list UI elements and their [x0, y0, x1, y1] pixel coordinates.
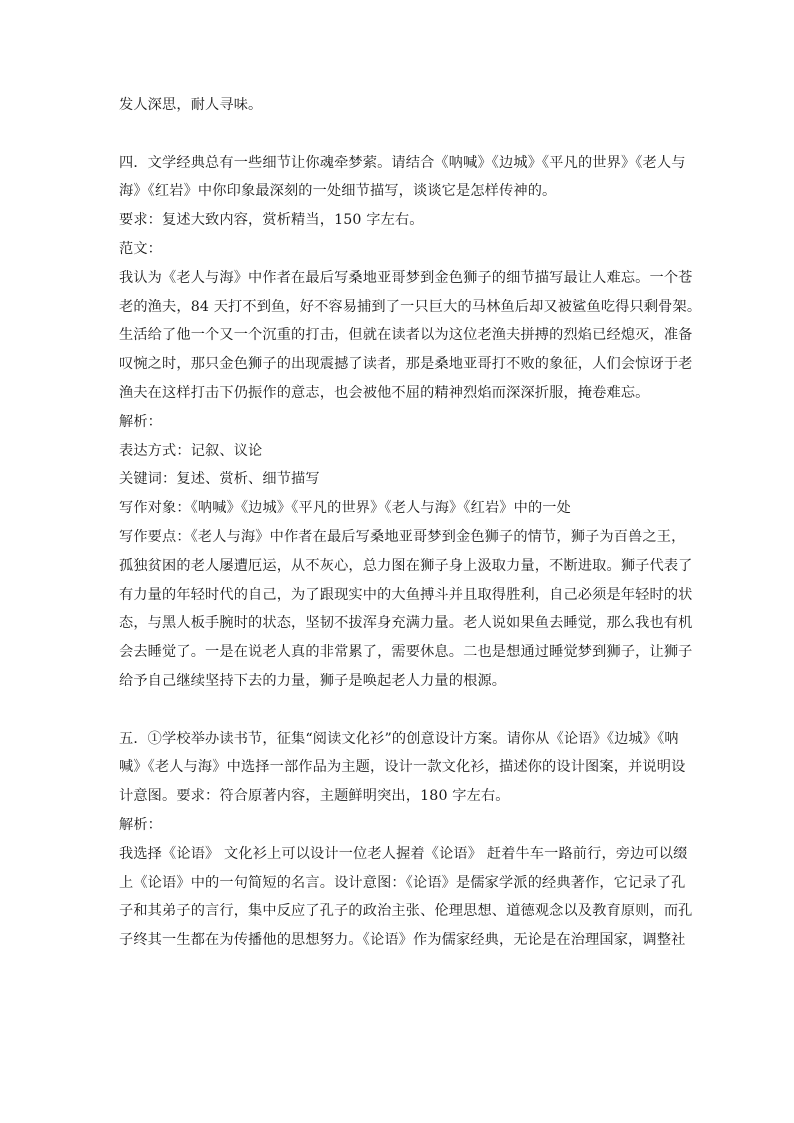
target-line: 写作对象：《呐喊》《边城》《平凡的世界》《老人与海》《红岩》中的一处: [119, 500, 571, 517]
paragraph-line: 发人深思，耐人寻味。: [119, 97, 263, 113]
keywords-line: 关键词：复述、赏析、细节描写: [119, 471, 320, 488]
question-5-line: 五．①学校举办读书节，征集“阅读文化衫”的创意设计方案。请你从《论语》《边城》《呐: [119, 730, 679, 747]
question-4-line: 四．文学经典总有一些细节让你魂牵梦萦。请结合《呐喊》《边城》《平凡的世界》《老人与: [119, 154, 686, 171]
sample-line: 我认为《老人与海》中作者在最后写桑地亚哥梦到金色狮子的细节描写最让人难忘。一个苍: [119, 269, 693, 286]
points-line: 会去睡觉了。一是在说老人真的非常累了，需要休息。二也是想通过睡觉梦到狮子，让狮子: [119, 644, 693, 661]
sample-line: 渔夫在这样打击下仍振作的意志，也会被他不屈的精神烈焰而深深折服，掩卷难忘。: [119, 384, 650, 401]
question-5-line: 喊》《老人与海》中选择一部作品为主题，设计一款文化衫，描述你的设计图案，并说明设: [119, 759, 686, 776]
analysis-label: 解析：: [119, 413, 163, 430]
points-line: 给予自己继续坚持下去的力量，狮子是唤起老人力量的根源。: [119, 672, 507, 689]
points-line: 有力量的年轻时代的自己，为了跟现实中的大鱼搏斗并且取得胜利，自己必须是年轻时的状: [119, 586, 693, 603]
paragraph-gap: [119, 124, 684, 153]
paragraph-gap: [119, 700, 684, 729]
question-4-requirement: 要求：复述大致内容，赏析精当，150 字左右。: [119, 212, 424, 229]
sample-line: 老的渔夫，84 天打不到鱼，好不容易捕到了一只巨大的马林鱼后却又被鲨鱼吃得只剩骨架。: [119, 298, 702, 315]
document-page: [119, 95, 702, 959]
analysis-line: 子和其弟子的言行，集中反应了孔子的政治主张、伦理思想、道德观念以及教育原则，而孔: [119, 903, 693, 920]
points-line: 态，与黑人板手腕时的状态，坚韧不拔浑身充满力量。老人说如果鱼去睡觉，那么我也有机: [119, 615, 693, 632]
points-line: 写作要点：《老人与海》中作者在最后写桑地亚哥梦到金色狮子的情节，狮子为百兽之王，: [119, 528, 686, 545]
sample-line: 叹惋之时，那只金色狮子的出现震撼了读者，那是桑地亚哥打不败的象征，人们会惊讶于老: [119, 356, 693, 373]
sample-label: 范文：: [119, 240, 163, 257]
analysis-line: 子终其一生都在为传播他的思想努力。《论语》作为儒家经典，无论是在治理国家，调整社: [119, 932, 686, 949]
sample-line: 生活给了他一个又一个沉重的打击，但就在读者以为这位老渔夫拼搏的烈焰已经熄灭，准备: [119, 327, 693, 344]
expression-line: 表达方式：记叙、议论: [119, 442, 263, 459]
analysis-label: 解析：: [119, 816, 163, 833]
points-line: 孤独贫困的老人屡遭厄运，从不灰心，总力图在狮子身上汲取力量，不断进取。狮子代表了: [119, 557, 693, 574]
analysis-line: 我选择《论语》 文化衫上可以设计一位老人握着《论语》 赶着牛车一路前行，旁边可以缀: [119, 845, 688, 862]
question-5-line: 计意图。要求：符合原著内容，主题鲜明突出，180 字左右。: [119, 788, 510, 805]
question-4-line: 海》《红岩》中你印象最深刻的一处细节描写，谈谈它是怎样传神的。: [119, 183, 557, 200]
analysis-line: 上《论语》中的一句简短的名言。设计意图：《论语》是儒家学派的经典著作，它记录了孔: [119, 874, 686, 891]
